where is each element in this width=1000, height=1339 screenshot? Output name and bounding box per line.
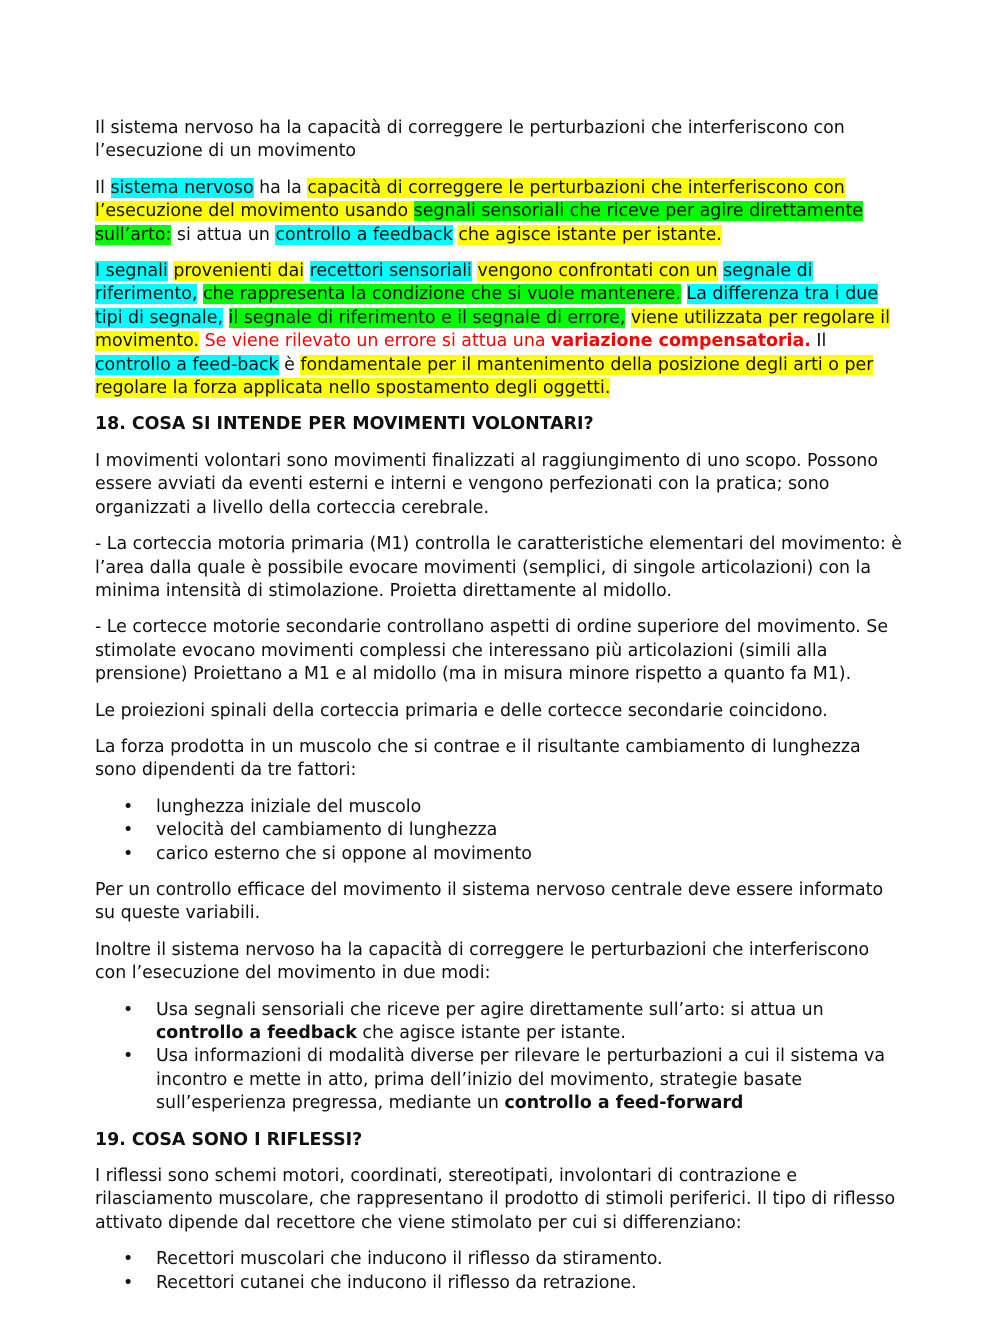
section-heading-18: 18. COSA SI INTENDE PER MOVIMENTI VOLONTARI? <box>95 414 594 435</box>
text-span: Usa segnali sensoriali che riceve per agire direttamente sull’arto: si attua un <box>156 999 824 1020</box>
highlight-cyan: controllo a feedback <box>275 224 453 245</box>
paragraph: La forza prodotta in un muscolo che si contrae e il risultante cambiamento di lunghezza sono dipendenti da tre fattori: <box>95 736 861 781</box>
list-item: • lunghezza iniziale del muscolo <box>156 796 905 819</box>
highlight-cyan: sistema nervoso <box>110 177 254 198</box>
text-span <box>304 261 310 281</box>
highlight-cyan: controllo a feed-back <box>95 354 279 375</box>
paragraph: Inoltre il sistema nervoso ha la capacità di correggere le perturbazioni che interferiscono con l’esecuzione del movimento in due modi: <box>95 939 870 984</box>
highlight-cyan: I segnali <box>95 261 168 282</box>
red-bold-text: variazione compensatoria. <box>551 331 811 352</box>
highlight-yellow: che agisce istante per istante. <box>458 224 722 245</box>
highlight-yellow: fondamentale per il mantenimento della posizione degli arti o per regolare la forza applicata nello spostamento degli oggetti. <box>95 354 874 399</box>
highlight-cyan: recettori sensoriali <box>309 261 472 282</box>
highlight-yellow: viene utilizzata per regolare il movimento. <box>95 307 890 352</box>
paragraph: - Le cortecce motorie secondarie controllano aspetti di ordine superiore del movimento. Se stimolate evocano movimenti complessi che interessano più articolazioni (simili alla prensione) Proiettano a M1 e al midollo (ma in misura minore rispetto a quanto fa M1). <box>95 617 889 685</box>
bold-text: controllo a feedback <box>156 1023 357 1043</box>
list-item <box>156 999 905 1046</box>
list-item: • carico esterno che si oppone al movimento <box>156 843 905 866</box>
control-modes-list <box>95 999 905 1116</box>
bold-text: controllo a feed-forward <box>504 1093 744 1114</box>
highlight-yellow: vengono confrontati con un <box>477 261 718 282</box>
document-body <box>95 117 905 1308</box>
text-span: è <box>278 354 301 375</box>
highlight-green: il segnale di riferimento e il segnale di errore, <box>228 307 626 328</box>
highlight-green: che rappresenta la condizione che si vuole mantenere. <box>202 284 681 305</box>
paragraph: - La corteccia motoria primaria (M1) controlla le caratteristiche elementari del movimento: è l’area dalla quale è possibile evocare movimenti (semplici, di singole articolazioni) con la minima intensità di stimolazione. Proietta direttamente al midollo. <box>95 534 902 601</box>
list-item <box>156 1045 905 1115</box>
intro-paragraph: Il sistema nervoso ha la capacità di correggere le perturbazioni che interferiscono con l’esecuzione di un movimento <box>95 118 845 162</box>
list-item: • velocità del cambiamento di lunghezza <box>156 819 905 842</box>
reflexes-list <box>95 1248 905 1295</box>
text-span: Il <box>95 177 111 198</box>
text-span: che agisce istante per istante. <box>356 1023 626 1043</box>
highlight-yellow: provenienti dai <box>173 261 305 282</box>
paragraph: Per un controllo efficace del movimento il sistema nervoso centrale deve essere informato su queste variabili. <box>95 879 884 924</box>
paragraph: Le proiezioni spinali della corteccia primaria e delle cortecce secondarie coincidono. <box>95 700 828 721</box>
highlighted-paragraph-signals <box>95 260 905 400</box>
highlighted-paragraph-feedback <box>95 177 905 247</box>
highlight-cyan: La differenza tra i due tipi di segnale, <box>95 284 879 328</box>
text-span: si attua un <box>171 224 276 245</box>
factors-list <box>95 796 905 866</box>
text-span: Usa informazioni di modalità diverse per rilevare le perturbazioni a cui il sistema va incontro e mette in atto, prima dell’inizio del movimento, strategie basate sull’esperienza pregressa, mediante un <box>156 1046 886 1114</box>
text-span: ha la <box>253 177 308 198</box>
text-span <box>223 308 229 328</box>
red-text: Se viene rilevato un errore si attua una <box>199 331 552 352</box>
paragraph: I riflessi sono schemi motori, coordinati, stereotipati, involontari di contrazione e rilasciamento muscolare, che rappresentano il prodotto di stimoli periferici. Il tipo di riflesso attivato dipende dal recettore che viene stimolato per cui si differenziano: <box>95 1166 896 1233</box>
highlight-green: segnali sensoriali che riceve per agire direttamente sull’arto: <box>95 201 863 245</box>
list-item: • Recettori cutanei che inducono il riflesso da retrazione. <box>156 1272 905 1295</box>
section-heading-19: 19. COSA SONO I RIFLESSI? <box>95 1129 363 1150</box>
text-span: Il <box>810 331 827 352</box>
text-span <box>681 284 687 304</box>
list-item: • Recettori muscolari che inducono il riflesso da stiramento. <box>156 1248 905 1271</box>
highlight-yellow: capacità di correggere le perturbazioni che interferiscono con l’esecuzione del movimento usando <box>95 177 845 222</box>
paragraph: I movimenti volontari sono movimenti finalizzati al raggiungimento di uno scopo. Possono essere avviati da eventi esterni e interni e vengono perfezionati con la pratica; sono organizzati a livello della corteccia cerebrale. <box>95 450 878 518</box>
highlight-cyan: segnale di riferimento, <box>95 261 813 305</box>
